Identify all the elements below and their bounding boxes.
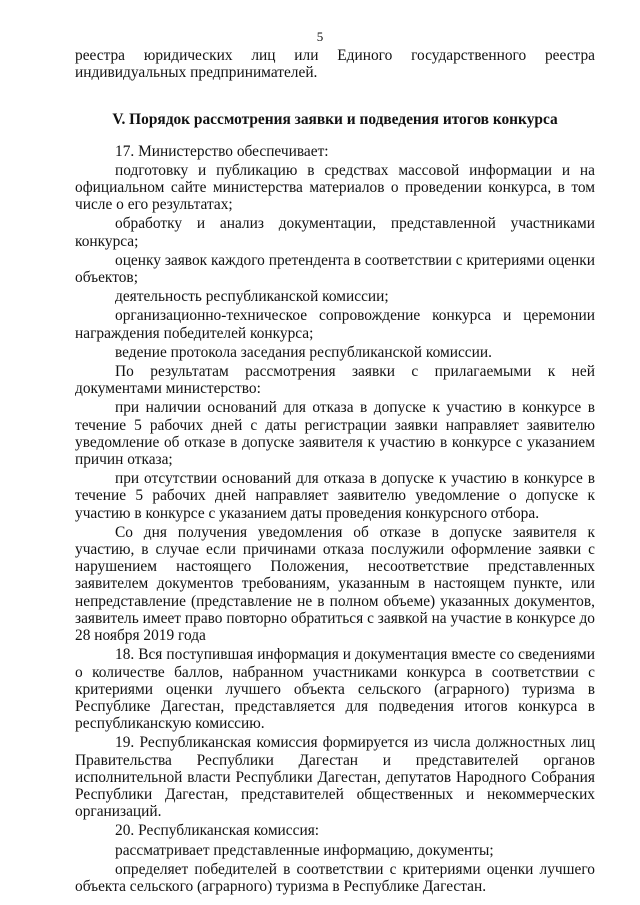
paragraph-item-review: рассматривает представленные информацию, документы; — [115, 841, 494, 859]
document-body — [75, 47, 595, 895]
paragraph-item-publication: подготовку и публикацию в средствах массовой информации и на официальном сайте министерства материалов о проведении конкурса, в том числе о его результатах; — [75, 161, 595, 214]
paragraph-resubmission: Со дня получения уведомления об отказе в допуске заявителя к участию, в случае если причинами отказа послужили оформление заявки с нарушением настоящего Положения, несоответствие представленных заявителем документов требованиям, указанным в настоящем пункте, или непредставление (представление не в полном объеме) указанных документов, заявитель имеет право повторно обратиться с заявкой на участие в конкурсе до 28 ноября 2019 года — [75, 523, 595, 645]
paragraph-18: 18. Вся поступившая информация и документация вместе со сведениями о количестве баллов, набранном участниками конкурса в соответствии с критериями оценки лучшего объекта сельского (аграрного) туризма в Республике Дагестан, представляется для подведения итогов конкурса в республиканскую комиссию. — [75, 646, 595, 733]
page-number: 5 — [316, 29, 324, 44]
paragraph-item-processing: обработку и анализ документации, представленной участниками конкурса; — [75, 215, 595, 250]
paragraph-item-protocol: ведение протокола заседания республиканской комиссии. — [115, 343, 492, 361]
paragraph-admission: при отсутствии оснований для отказа в допуске к участию в конкурсе в течение 5 рабочих дней направляет заявителю уведомление о допуске к участию в конкурсе с указанием даты проведения конкурсного отбора. — [75, 470, 595, 522]
paragraph-item-winners: определяет победителей в соответствии с критериями оценки лучшего объекта сельского (аграрного) туризма в Республике Дагестан. — [75, 860, 595, 895]
paragraph-17-heading: 17. Министерство обеспечивает: — [115, 142, 329, 160]
paragraph-item-ceremony: организационно-техническое сопровождение конкурса и церемонии награждения победителей конкурса; — [75, 307, 595, 342]
paragraph-19: 19. Республиканская комиссия формируется из числа должностных лиц Правительства Республики Дагестан и представителей органов исполнительной власти Республики Дагестан, депутатов Народного Собрания Республики Дагестан, представителей общественных и некоммерческих организаций. — [75, 734, 595, 821]
paragraph-item-evaluation: оценку заявок каждого претендента в соответствии с критериями оценки объектов; — [75, 251, 595, 287]
lead-paragraph: реестра юридических лиц или Единого государственного реестра индивидуальных предпринимателей. — [75, 47, 595, 82]
section-title: V. Порядок рассмотрения заявки и подведения итогов конкурса — [112, 111, 558, 129]
paragraph-item-commission: деятельность республиканской комиссии; — [115, 288, 389, 306]
paragraph-refusal: при наличии оснований для отказа в допуске к участию в конкурсе в течение 5 рабочих дней с даты регистрации заявки направляет заявителю уведомление об отказе в допуске заявителя к участию в конкурсе с указанием причин отказа; — [75, 399, 595, 469]
paragraph-20-heading: 20. Республиканская комиссия: — [115, 822, 320, 840]
paragraph-results: По результатам рассмотрения заявки с прилагаемыми к ней документами министерство: — [75, 363, 595, 398]
